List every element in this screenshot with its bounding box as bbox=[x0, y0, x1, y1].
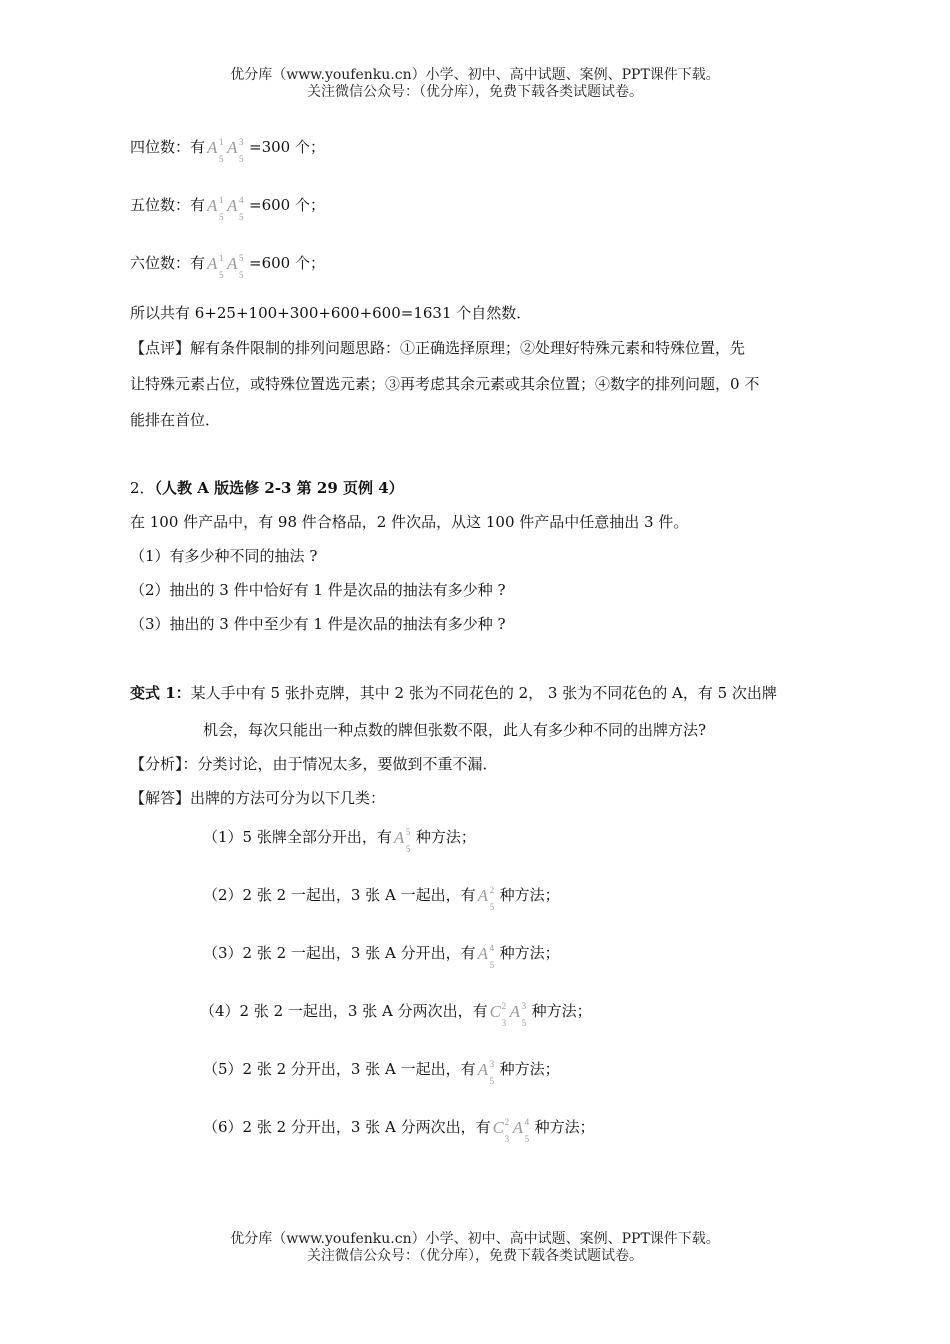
case-5 bbox=[203, 1054, 560, 1084]
variant-1-line-1 bbox=[130, 683, 777, 703]
total-line: 所以共有 6+25+100+300+600+600=1631 个自然数． bbox=[130, 304, 532, 322]
problem-source: （人教 A 版选修 2-3 第 29 页例 4） bbox=[154, 479, 404, 497]
analysis-line bbox=[130, 754, 498, 774]
comment-line-1 bbox=[130, 338, 745, 358]
case-2 bbox=[203, 880, 560, 910]
answer-tag: 【解答】 bbox=[130, 789, 191, 807]
comment-line-3: 能排在首位． bbox=[130, 411, 221, 429]
case-3 bbox=[203, 938, 560, 968]
math-formula: A 4 5 bbox=[477, 943, 495, 970]
case-text: （1）5 张牌全部分开出，有 bbox=[203, 828, 392, 846]
problem-2-q2: （2）抽出的 3 件中恰好有 1 件是次品的抽法有多少种 ? bbox=[130, 581, 506, 599]
count-six-digit bbox=[130, 248, 325, 278]
problem-number: 2． bbox=[130, 479, 155, 497]
count-five-digit bbox=[130, 190, 325, 220]
count-four-digit bbox=[130, 132, 325, 162]
case-text: （6）2 张 2 分开出，3 张 A 分两次出，有 bbox=[203, 1118, 491, 1136]
math-formula: A 2 5 bbox=[477, 885, 495, 912]
header-line-1: 优分库（www.youfenku.cn）小学、初中、高中试题、案例、PPT课件下载。 bbox=[230, 67, 720, 83]
math-formula: A 1 5 A 3 5 bbox=[207, 137, 244, 164]
math-formula: A 1 5 A 5 5 bbox=[207, 253, 244, 280]
case-text: （4）2 张 2 一起出，3 张 A 分两次出，有 bbox=[200, 1002, 488, 1020]
problem-2-q1: （1）有多少种不同的抽法 ? bbox=[130, 547, 318, 565]
math-formula: C 2 3 A 3 5 bbox=[489, 1001, 527, 1028]
case-6 bbox=[203, 1112, 595, 1142]
header-line-2: 关注微信公众号：（优分库），免费下载各类试题试卷。 bbox=[307, 84, 643, 100]
count-label: 六位数：有 bbox=[130, 254, 206, 272]
count-label: 五位数：有 bbox=[130, 196, 206, 214]
case-tail: 种方法； bbox=[499, 1060, 560, 1078]
case-text: （5）2 张 2 分开出，3 张 A 一起出，有 bbox=[203, 1060, 476, 1078]
count-result: =300 个； bbox=[249, 138, 325, 156]
analysis-text: ：分类讨论，由于情况太多，要做到不重不漏． bbox=[182, 755, 498, 773]
case-tail: 种方法； bbox=[499, 886, 560, 904]
comment-tag: 【点评】 bbox=[130, 339, 191, 357]
math-formula: C 2 3 A 4 5 bbox=[492, 1117, 530, 1144]
footer-line-1: 优分库（www.youfenku.cn）小学、初中、高中试题、案例、PPT课件下载。 bbox=[230, 1231, 720, 1247]
case-1 bbox=[203, 822, 476, 852]
footer-line-2: 关注微信公众号：（优分库），免费下载各类试题试卷。 bbox=[307, 1248, 643, 1264]
case-tail: 种方法； bbox=[534, 1118, 595, 1136]
variant-tag: 变式 1： bbox=[130, 684, 191, 702]
math-formula: A 5 5 bbox=[393, 827, 411, 854]
answer-line bbox=[130, 788, 385, 808]
comment-text: 解有条件限制的排列问题思路：①正确选择原理；②处理好特殊元素和特殊位置，先 bbox=[190, 339, 746, 357]
case-4 bbox=[200, 996, 592, 1026]
math-formula: A 1 5 A 4 5 bbox=[207, 195, 244, 222]
problem-2-heading bbox=[130, 478, 404, 498]
variant-text: 某人手中有 5 张扑克牌，其中 2 张为不同花色的 2， 3 张为不同花色的 A，有 5 次出牌 bbox=[190, 684, 777, 702]
count-result: =600 个； bbox=[249, 254, 325, 272]
count-result: =600 个； bbox=[249, 196, 325, 214]
case-tail: 种方法； bbox=[499, 944, 560, 962]
case-text: （3）2 张 2 一起出，3 张 A 分开出，有 bbox=[203, 944, 476, 962]
case-tail: 种方法； bbox=[415, 828, 476, 846]
variant-1-line-2: 机会，每次只能出一种点数的牌但张数不限，此人有多少种不同的出牌方法? bbox=[203, 721, 707, 739]
case-tail: 种方法； bbox=[531, 1002, 592, 1020]
problem-2-stem: 在 100 件产品中，有 98 件合格品，2 件次品，从这 100 件产品中任意抽出 3 件。 bbox=[130, 513, 689, 531]
answer-text: 出牌的方法可分为以下几类： bbox=[190, 789, 386, 807]
page-footer bbox=[0, 1231, 950, 1265]
math-formula: A 3 5 bbox=[477, 1059, 495, 1086]
case-text: （2）2 张 2 一起出，3 张 A 一起出，有 bbox=[203, 886, 476, 904]
count-label: 四位数：有 bbox=[130, 138, 206, 156]
comment-line-2: 让特殊元素占位，或特殊位置选元素；③再考虑其余元素或其余位置；④数字的排列问题，0 不 bbox=[130, 375, 760, 393]
problem-2-q3: （3）抽出的 3 件中至少有 1 件是次品的抽法有多少种 ? bbox=[130, 615, 506, 633]
page-header bbox=[0, 67, 950, 101]
analysis-tag: 【分析】 bbox=[130, 755, 183, 773]
